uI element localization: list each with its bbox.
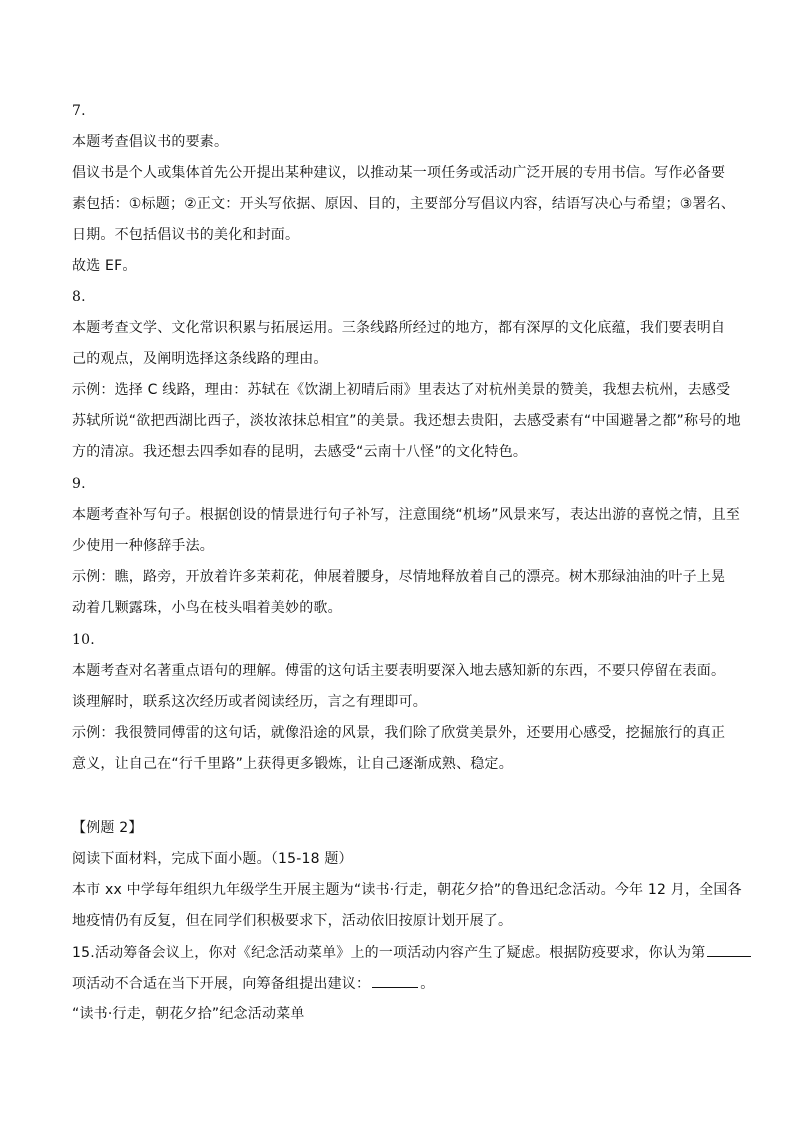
answer-8-number: 8. — [72, 289, 86, 305]
answer-9-line: 少使用一种修辞手法。 — [72, 538, 214, 554]
material-line: 地疫情仍有反复，但在同学们积极要求下，活动依旧按原计划开展了。 — [72, 913, 513, 929]
question-15-text-cont: 项活动不合适在当下开展，向筹备组提出建议： — [72, 976, 371, 992]
answer-7-line: 倡议书是个人或集体首先公开提出某种建议，以推动某一项任务或活动广泛开展的专用书信。写作必备要 — [72, 165, 726, 181]
question-15-line1 — [72, 942, 753, 963]
answer-7-line: 素包括：①标题；②正文：开头写依据、原因、目的，主要部分写倡议内容，结语写决心与希望；③署名、 — [72, 196, 736, 212]
answer-7-line: 本题考查倡议书的要素。 — [72, 134, 229, 150]
answer-7-line: 故选 EF。 — [72, 258, 137, 274]
example-intro: 阅读下面材料，完成下面小题。（15-18 题） — [72, 851, 353, 867]
menu-title: “读书·行走，朝花夕拾”纪念活动菜单 — [72, 1006, 305, 1022]
answer-10-line: 本题考查对名著重点语句的理解。傅雷的这句话主要表明要深入地去感知新的东西，不要只停留在表面。 — [72, 663, 726, 679]
answer-9-line: 动着几颗露珠，小鸟在枝头唱着美妙的歌。 — [72, 600, 342, 616]
question-15-line2 — [72, 973, 434, 994]
answer-10-line: 意义，让自己在“行千里路”上获得更多锻炼，让自己逐渐成熟、稳定。 — [72, 756, 513, 772]
answer-8-line: 本题考查文学、文化常识积累与拓展运用。三条线路所经过的地方，都有深厚的文化底蕴，我们要表明自 — [72, 320, 726, 336]
example-heading: 【例题 2】 — [72, 820, 143, 836]
answer-9-number: 9. — [72, 476, 86, 492]
answer-10-line: 谈理解时，联系这次经历或者阅读经历，言之有理即可。 — [72, 694, 427, 710]
answer-7-line: 日期。不包括倡议书的美化和封面。 — [72, 227, 300, 243]
answer-7-number: 7. — [72, 103, 86, 119]
answer-8-line: 己的观点，及阐明选择这条线路的理由。 — [72, 351, 328, 367]
question-15-end: 。 — [420, 976, 435, 992]
suggestion-blank[interactable] — [372, 973, 418, 988]
answer-10-line: 示例：我很赞同傅雷的这句话，就像沿途的风景，我们除了欣赏美景外，还要用心感受，挖掘旅行的真正 — [72, 725, 726, 741]
answer-10-number: 10. — [72, 632, 95, 648]
answer-8-line: 方的清凉。我还想去四季如春的昆明，去感受“云南十八怪”的文化特色。 — [72, 444, 528, 460]
question-15-text: 15.活动筹备会议上，你对《纪念活动菜单》上的一项活动内容产生了疑虑。根据防疫要求，你认为第 — [72, 945, 706, 961]
answer-9-line: 本题考查补写句子。根据创设的情景进行句子补写，注意围绕“机场”风景来写，表达出游的喜悦之情，且至 — [72, 507, 741, 523]
answer-9-line: 示例：瞧，路旁，开放着许多茉莉花，伸展着腰身，尽情地释放着自己的漂亮。树木那绿油油的叶子上晃 — [72, 569, 726, 585]
answer-8-line: 苏轼所说“欲把西湖比西子，淡妆浓抹总相宜”的美景。我还想去贵阳，去感受素有“中国避暑之都”称号的地 — [72, 413, 741, 429]
answer-8-line: 示例：选择 C 线路，理由：苏轼在《饮湖上初晴后雨》里表达了对杭州美景的赞美，我想去杭州，去感受 — [72, 382, 731, 398]
material-line: 本市 xx 中学每年组织九年级学生开展主题为“读书·行走，朝花夕拾”的鲁迅纪念活动。今年 12 月，全国各 — [72, 882, 742, 898]
answer-blank[interactable] — [707, 942, 751, 957]
